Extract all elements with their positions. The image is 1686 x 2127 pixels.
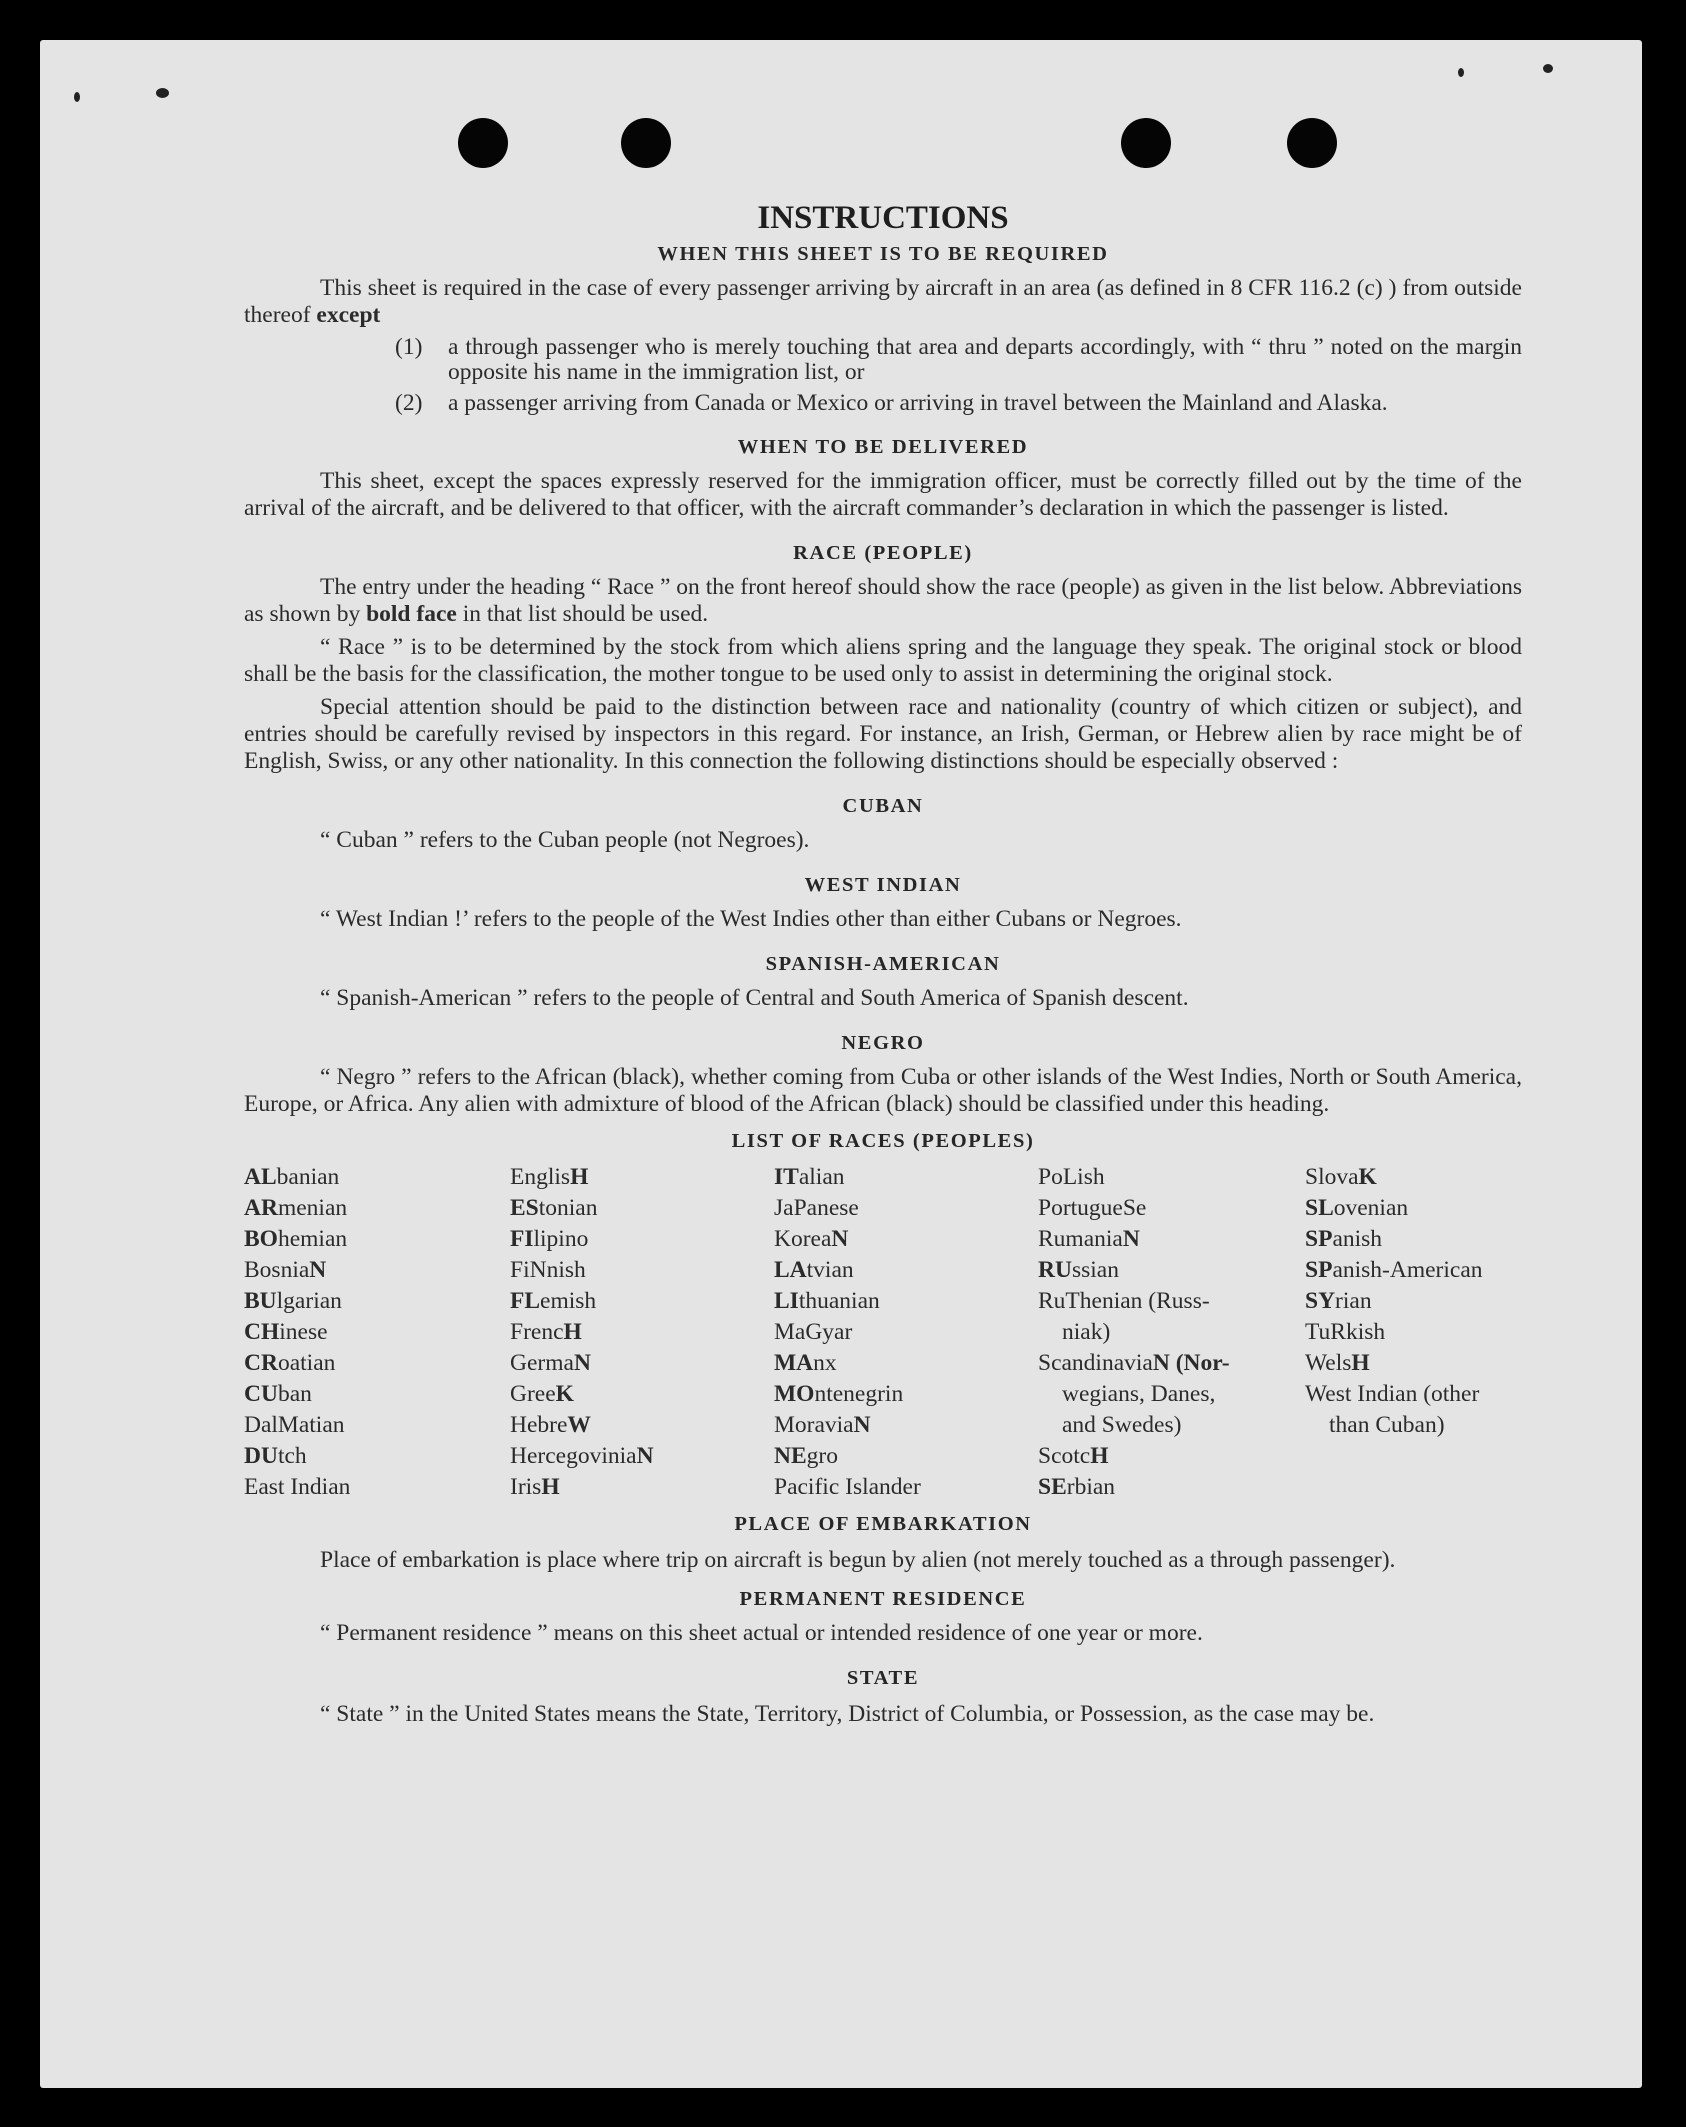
section-heading-embarkation: PLACE OF EMBARKATION [734, 1513, 1032, 1535]
race-name: Korea [774, 1226, 832, 1252]
race-entry [1038, 1410, 1305, 1441]
race-abbreviation: MA [774, 1350, 814, 1376]
item-text: a through passenger who is merely touching that area and departs accordingly, with “ thru ” noted on the margin opposite his name in the immigration list, or [448, 334, 1522, 385]
race-name: Frenc [510, 1319, 564, 1345]
race-name: Hebre [510, 1412, 568, 1438]
required-intro: This sheet is required in the case of every passenger arriving by aircraft in an area (as defined in 8 CFR 116.2 (c) ) from outside thereof [244, 275, 1522, 328]
race-name: tonian [538, 1195, 598, 1221]
race-p1-start: The entry under the heading “ Race ” on the front hereof should show the race (people) as given in the list below. Abbreviations as shown by [244, 574, 1522, 627]
race-name: ovenian [1333, 1195, 1409, 1221]
race-entry [510, 1317, 774, 1348]
race-abbreviation: CH [244, 1319, 280, 1345]
spanish-american-paragraph: “ Spanish-American ” refers to the people of Central and South America of Spanish descent. [320, 985, 1189, 1011]
race-abbreviation: LA [774, 1257, 807, 1283]
race-abbreviation: AR [244, 1195, 278, 1221]
race-abbreviation: H [541, 1474, 560, 1500]
section-heading-west-indian: WEST INDIAN [804, 874, 962, 896]
races-column [244, 1162, 510, 1503]
race-name: Pacific Islander [774, 1474, 921, 1500]
races-column [1038, 1162, 1305, 1503]
race-abbreviation: H [1351, 1350, 1370, 1376]
race-name: tch [277, 1443, 307, 1469]
race-name: wegians, Danes, [1062, 1381, 1216, 1407]
section-heading-state: STATE [846, 1667, 920, 1689]
race-abbreviation: K [1358, 1164, 1377, 1190]
race-abbreviation: NE [774, 1443, 807, 1469]
race-abbreviation: H [563, 1319, 582, 1345]
race-abbreviation: LI [774, 1288, 799, 1314]
race-entry [774, 1472, 1038, 1503]
race-abbreviation: FL [510, 1288, 541, 1314]
embarkation-paragraph: Place of embarkation is place where trip on aircraft is begun by alien (not merely touched as a through passenger). [320, 1547, 1396, 1573]
race-entry [510, 1441, 774, 1472]
race-entry [1305, 1410, 1522, 1441]
race-entry [1038, 1317, 1305, 1348]
race-name: rbian [1066, 1474, 1116, 1500]
race-abbreviation: H [570, 1164, 589, 1190]
punch-hole [458, 118, 508, 168]
race-entry [510, 1379, 774, 1410]
scan-speck [1458, 68, 1464, 77]
race-entry [244, 1472, 510, 1503]
race-name: PortugueSe [1038, 1195, 1147, 1221]
race-entry [1305, 1162, 1522, 1193]
race-entry [510, 1162, 774, 1193]
race-abbreviation: ES [510, 1195, 539, 1221]
race-entry [1038, 1379, 1305, 1410]
race-name: Slova [1305, 1164, 1359, 1190]
race-name: rian [1335, 1288, 1372, 1314]
race-name: alian [798, 1164, 845, 1190]
race-entry [510, 1286, 774, 1317]
race-abbreviation: SE [1038, 1474, 1067, 1500]
negro-paragraph: “ Negro ” refers to the African (black), whether coming from Cuba or other islands of the West Indies, North or South America, Europe, or Africa. Any alien with admixture of blood of the African (black) should be classified under this heading. [244, 1064, 1522, 1117]
race-name: Wels [1305, 1350, 1352, 1376]
race-abbreviation: N [309, 1257, 327, 1283]
item-text: a passenger arriving from Canada or Mexico or arriving in travel between the Mainland and Alaska. [448, 390, 1388, 416]
scan-speck [1543, 64, 1553, 73]
race-entry [1038, 1224, 1305, 1255]
race-name: Rumania [1038, 1226, 1123, 1252]
race-name: hemian [277, 1226, 348, 1252]
bold-face-phrase: bold face [366, 601, 457, 627]
race-entry [1038, 1162, 1305, 1193]
race-abbreviation: N [573, 1350, 591, 1376]
race-name: RuThenian (Russ- [1038, 1288, 1210, 1314]
race-entry [774, 1255, 1038, 1286]
race-name: PoLish [1038, 1164, 1105, 1190]
race-name: gro [806, 1443, 838, 1469]
race-name: than Cuban) [1329, 1412, 1445, 1438]
race-abbreviation: BU [244, 1288, 277, 1314]
race-abbreviation: CU [244, 1381, 278, 1407]
race-entry [510, 1410, 774, 1441]
race-abbreviation: SY [1305, 1288, 1336, 1314]
race-entry [1305, 1317, 1522, 1348]
race-abbreviation: W [567, 1412, 591, 1438]
page-title: INSTRUCTIONS [757, 200, 1009, 236]
race-name: Scotc [1038, 1443, 1091, 1469]
race-abbreviation: CR [244, 1350, 278, 1376]
race-entry [244, 1193, 510, 1224]
race-abbreviation: IT [774, 1164, 799, 1190]
race-name: ntenegrin [814, 1381, 904, 1407]
section-heading-residence: PERMANENT RESIDENCE [739, 1588, 1027, 1610]
race-entry [1038, 1255, 1305, 1286]
race-entry [244, 1441, 510, 1472]
race-entry [1038, 1472, 1305, 1503]
race-entry [1038, 1348, 1305, 1379]
race-paragraph-1 [244, 574, 1522, 628]
punch-hole [621, 118, 671, 168]
race-name: nx [813, 1350, 837, 1376]
races-list [244, 1162, 1522, 1503]
west-indian-paragraph: “ West Indian !’ refers to the people of the West Indies other than either Cubans or Negroes. [320, 906, 1182, 932]
race-name: and Swedes) [1062, 1412, 1182, 1438]
section-heading-negro: NEGRO [841, 1032, 925, 1054]
race-entry [1305, 1379, 1522, 1410]
section-heading-delivered: WHEN TO BE DELIVERED [737, 436, 1029, 458]
punch-hole [1287, 118, 1337, 168]
except-word: except [316, 302, 381, 328]
race-entry [244, 1286, 510, 1317]
required-paragraph [244, 275, 1522, 329]
race-name: Bosnia [244, 1257, 310, 1283]
race-name: West Indian (other [1305, 1381, 1480, 1407]
race-entry [244, 1379, 510, 1410]
section-heading-required: WHEN THIS SHEET IS TO BE REQUIRED [657, 243, 1109, 265]
race-abbreviation: RU [1038, 1257, 1072, 1283]
race-name: ssian [1071, 1257, 1119, 1283]
race-abbreviation: AL [244, 1164, 277, 1190]
race-name: East Indian [244, 1474, 351, 1500]
race-entry [774, 1193, 1038, 1224]
race-abbreviation: MO [774, 1381, 815, 1407]
races-column [1305, 1162, 1522, 1503]
race-entry [510, 1224, 774, 1255]
race-p1-end: in that list should be used. [462, 601, 709, 627]
race-name: inese [279, 1319, 328, 1345]
race-name: Iris [510, 1474, 542, 1500]
race-name: Germa [510, 1350, 574, 1376]
race-name: MaGyar [774, 1319, 853, 1345]
race-name: thuanian [798, 1288, 880, 1314]
race-name: lgarian [276, 1288, 342, 1314]
race-entry [774, 1441, 1038, 1472]
race-name: anish [1332, 1226, 1383, 1252]
race-abbreviation: K [555, 1381, 574, 1407]
residence-paragraph: “ Permanent residence ” means on this sheet actual or intended residence of one year or more. [320, 1620, 1203, 1646]
race-name: Gree [510, 1381, 556, 1407]
race-paragraph-3: Special attention should be paid to the distinction between race and nationality (country of which citizen or subject), and entries should be carefully revised by inspectors in this regard. For instance, an Irish, German, or Hebrew alien by race might be of English, Swiss, or any other nationality. In this connection the following distinctions should be especially observed : [244, 694, 1522, 774]
race-abbreviation: H [1090, 1443, 1109, 1469]
race-abbreviation: DU [244, 1443, 278, 1469]
instructions-body [244, 190, 1522, 1730]
race-name: Hercegovinia [510, 1443, 637, 1469]
race-name: FiNnish [510, 1257, 586, 1283]
section-heading-spanish-american: SPANISH-AMERICAN [765, 953, 1001, 975]
cuban-paragraph: “ Cuban ” refers to the Cuban people (not Negroes). [320, 827, 810, 853]
race-name: emish [540, 1288, 597, 1314]
race-entry [244, 1317, 510, 1348]
race-abbreviation: SP [1305, 1257, 1333, 1283]
race-entry [1038, 1286, 1305, 1317]
race-entry [510, 1472, 774, 1503]
race-name: Moravia [774, 1412, 854, 1438]
race-name: menian [277, 1195, 348, 1221]
race-name: anish-American [1332, 1257, 1483, 1283]
race-entry [510, 1348, 774, 1379]
race-entry [774, 1410, 1038, 1441]
race-entry [1305, 1255, 1522, 1286]
race-abbreviation: N [853, 1412, 871, 1438]
race-entry [774, 1317, 1038, 1348]
document-page [40, 40, 1642, 2088]
item-number: (2) [395, 390, 423, 416]
scan-speck [74, 92, 80, 102]
delivered-paragraph: This sheet, except the spaces expressly reserved for the immigration officer, must be correctly filled out by the time of the arrival of the aircraft, and be delivered to that officer, with the aircraft commander’s declaration in which the passenger is listed. [244, 468, 1522, 521]
races-column [774, 1162, 1038, 1503]
race-name: ban [277, 1381, 312, 1407]
race-entry [774, 1286, 1038, 1317]
race-abbreviation: SL [1305, 1195, 1334, 1221]
race-abbreviation: N (Nor- [1152, 1350, 1230, 1376]
race-entry [774, 1224, 1038, 1255]
section-heading-races-list: LIST OF RACES (PEOPLES) [731, 1130, 1035, 1152]
race-abbreviation: BO [244, 1226, 278, 1252]
race-name: JaPanese [774, 1195, 859, 1221]
race-entry [774, 1379, 1038, 1410]
race-name: tvian [806, 1257, 854, 1283]
race-paragraph-2: “ Race ” is to be determined by the stock from which aliens spring and the language they speak. The original stock or blood shall be the basis for the classification, the mother tongue to be used only to assist in determining the original stock. [244, 634, 1522, 687]
state-paragraph: “ State ” in the United States means the State, Territory, District of Columbia, or Possession, as the case may be. [320, 1701, 1375, 1727]
race-entry [1038, 1193, 1305, 1224]
race-abbreviation: N [831, 1226, 849, 1252]
race-entry [1305, 1348, 1522, 1379]
race-entry [1305, 1193, 1522, 1224]
scan-speck [156, 88, 169, 98]
race-entry [1305, 1224, 1522, 1255]
race-abbreviation: FI [510, 1226, 534, 1252]
race-name: banian [276, 1164, 340, 1190]
race-entry [1305, 1286, 1522, 1317]
race-name: oatian [277, 1350, 336, 1376]
races-column [510, 1162, 774, 1503]
race-entry [510, 1193, 774, 1224]
list-item [395, 391, 1522, 416]
race-abbreviation: N [1122, 1226, 1140, 1252]
race-name: Englis [510, 1164, 571, 1190]
race-entry [510, 1255, 774, 1286]
race-entry [244, 1255, 510, 1286]
section-heading-cuban: CUBAN [842, 795, 924, 817]
race-name: TuRkish [1305, 1319, 1386, 1345]
race-entry [774, 1348, 1038, 1379]
race-name: niak) [1062, 1319, 1111, 1345]
race-entry [244, 1410, 510, 1441]
race-entry [1038, 1441, 1305, 1472]
race-abbreviation: SP [1305, 1226, 1333, 1252]
item-number: (1) [395, 334, 423, 360]
punch-hole [1121, 118, 1171, 168]
race-entry [774, 1162, 1038, 1193]
race-name: Scandinavia [1038, 1350, 1153, 1376]
section-heading-race: RACE (PEOPLE) [793, 542, 973, 564]
race-abbreviation: N [636, 1443, 654, 1469]
race-entry [244, 1224, 510, 1255]
race-entry [244, 1162, 510, 1193]
race-name: lipino [533, 1226, 589, 1252]
list-item [395, 335, 1522, 385]
race-name: DalMatian [244, 1412, 345, 1438]
race-entry [244, 1348, 510, 1379]
